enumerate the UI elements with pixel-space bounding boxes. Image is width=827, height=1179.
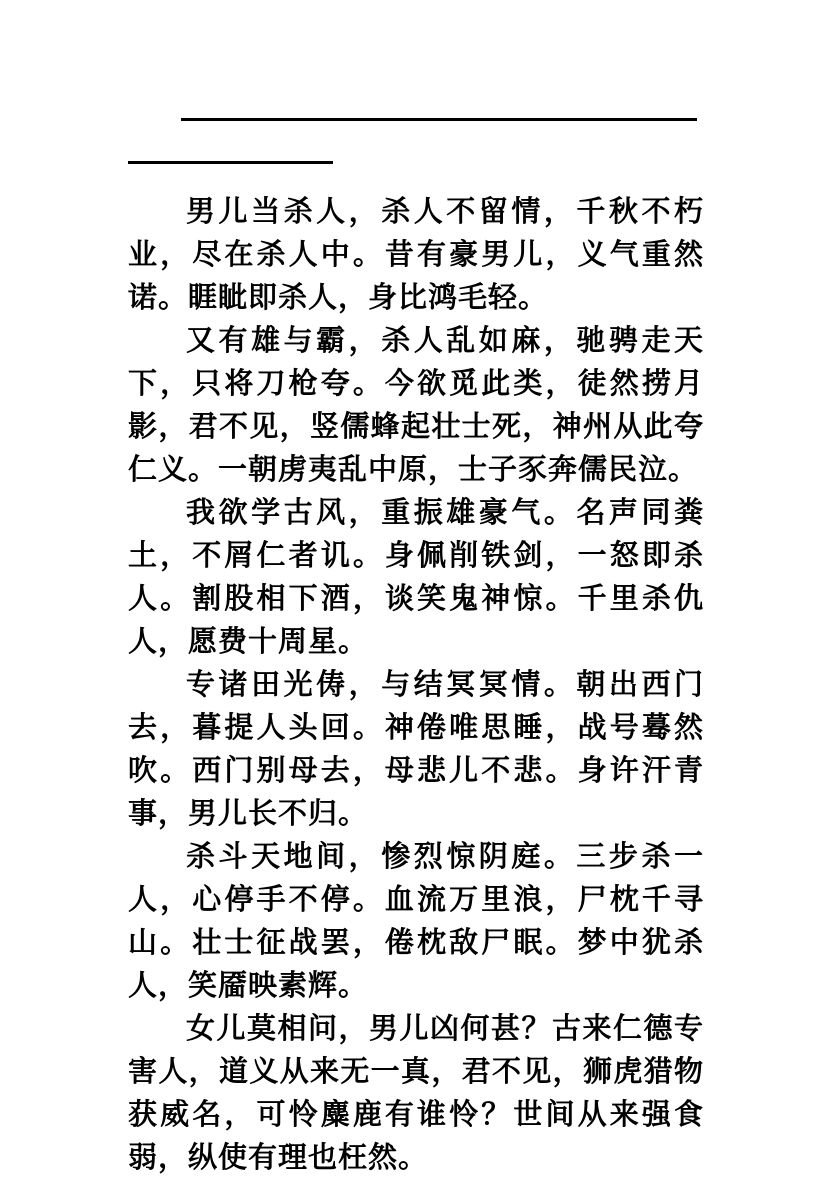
separator-line-bottom (128, 161, 333, 164)
poem-paragraph-3: 我欲学古风，重振雄豪气。名声同粪土，不屑仁者讥。身佩削铁剑，一怒即杀人。割股相下酒，谈笑鬼神惊。千里杀仇人，愿费十周星。 (128, 495, 704, 658)
poem-body (128, 190, 704, 1179)
poem-paragraph-4: 专诸田光俦，与结冥冥情。朝出西门去，暮提人头回。神倦唯思睡，战号蓦然吹。西门别母去，母悲儿不悲。身许汗青事，男儿长不归。 (128, 667, 704, 830)
poem-paragraph-2: 又有雄与霸，杀人乱如麻，驰骋走天下，只将刀枪夸。今欲觅此类，徒然捞月影，君不见，竖儒蜂起壮士死，神州从此夸仁义。一朝虏夷乱中原，士子豕奔儒民泣。 (128, 323, 704, 486)
separator-line-top (181, 118, 697, 121)
poem-paragraph-6: 女儿莫相问，男儿凶何甚？古来仁德专害人，道义从来无一真，君不见，狮虎猎物获威名，可怜麋鹿有谁怜？世间从来强食弱，纵使有理也枉然。 (128, 1011, 704, 1174)
poem-paragraph-1: 男儿当杀人，杀人不留情，千秋不朽业，尽在杀人中。昔有豪男儿，义气重然诺。睚眦即杀人，身比鸿毛轻。 (128, 194, 704, 314)
poem-paragraph-5: 杀斗天地间，惨烈惊阴庭。三步杀一人，心停手不停。血流万里浪，尸枕千寻山。壮士征战罢，倦枕敌尸眠。梦中犹杀人，笑靥映素辉。 (128, 839, 704, 1002)
